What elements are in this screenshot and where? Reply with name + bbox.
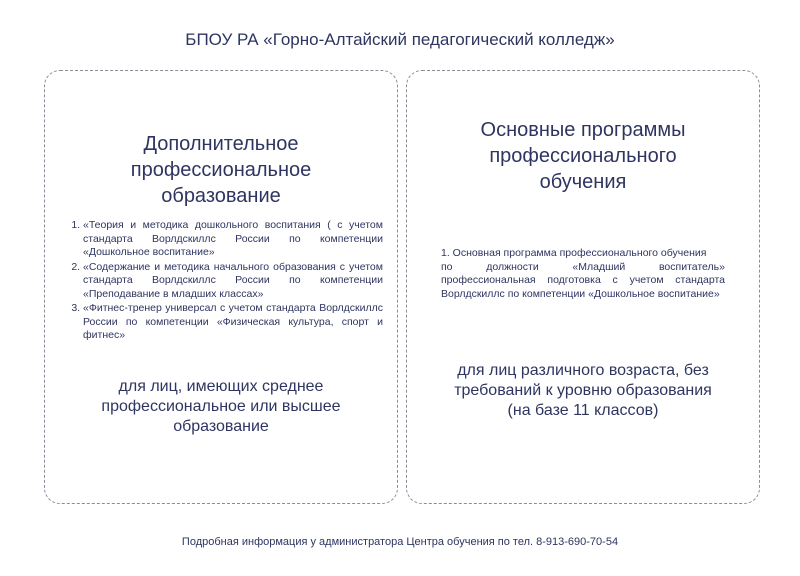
description-line: по должности «Младший воспитатель» профессиональная подготовка с учетом стандарта Ворлдскиллс по компетенции «Дошкольное воспитание»	[441, 260, 725, 300]
audience-line: профессиональное или высшее	[101, 398, 341, 415]
card-title-line: образование	[161, 185, 281, 207]
card-vocational-training	[406, 70, 760, 504]
card-title	[407, 117, 759, 195]
target-audience	[407, 361, 759, 421]
card-title-line: профессиональное	[130, 159, 312, 181]
audience-line: для лиц различного возраста, без	[457, 362, 709, 379]
card-title-line: профессионального	[489, 145, 677, 167]
target-audience	[45, 377, 397, 437]
card-additional-education	[44, 70, 398, 504]
page-header: БПОУ РА «Горно-Алтайский педагогический колледж»	[185, 30, 615, 49]
card-title-line: обучения	[539, 171, 627, 193]
audience-line: требований к уровню образования	[454, 382, 712, 399]
card-title-line: Основные программы	[480, 119, 686, 141]
program-description	[441, 247, 725, 301]
program-item: 1. «Теория и методика дошкольного воспитания ( с учетом стандарта Ворлдскиллс России по компетенции «Дошкольное воспитание»	[83, 219, 383, 260]
program-list	[61, 219, 383, 344]
card-title-line: Дополнительное	[143, 133, 299, 155]
card-title	[45, 131, 397, 209]
description-line: 1. Основная программа профессионального обучения	[441, 247, 707, 259]
audience-line: образование	[173, 418, 269, 435]
program-item: 2. «Содержание и методика начального образования с учетом стандарта Ворлдскиллс России по компетенции «Преподавание в младших классах»	[83, 261, 383, 302]
contact-info: Подробная информация у администратора Центра обучения по тел. 8-913-690-70-54	[181, 536, 619, 548]
audience-line: для лиц, имеющих среднее	[118, 378, 324, 395]
program-item: 3. «Фитнес-тренер универсал с учетом стандарта Ворлдскиллс России по компетенции «Физическая культура, спорт и фитнес»	[83, 302, 383, 343]
audience-line: (на базе 11 классов)	[507, 402, 659, 419]
